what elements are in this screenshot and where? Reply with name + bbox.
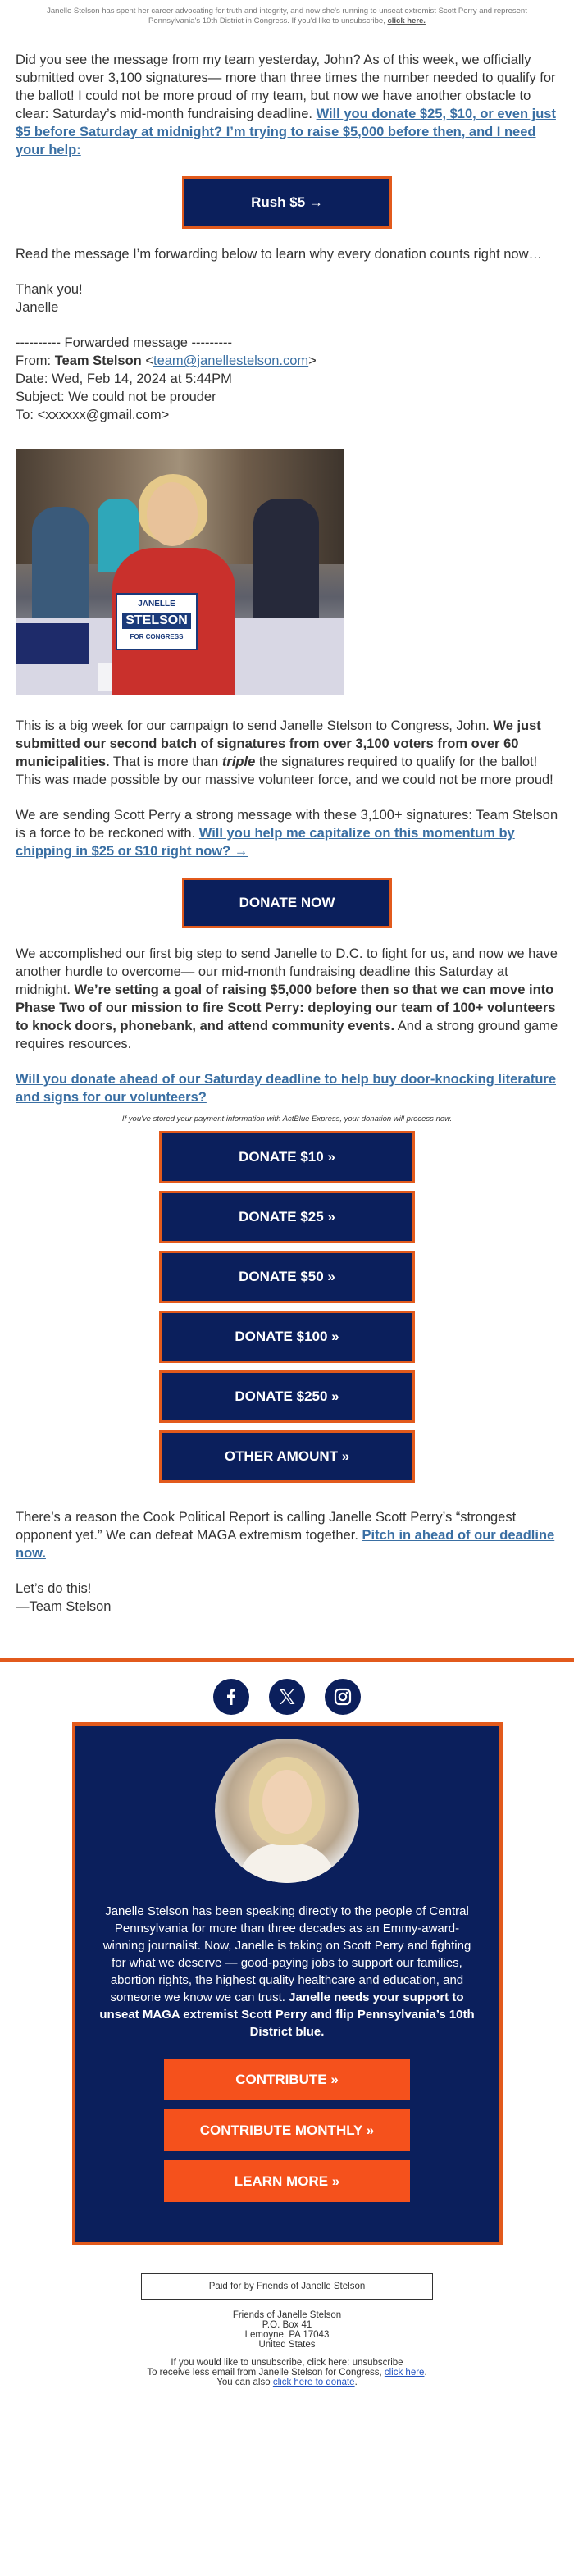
photo-person-right [253, 499, 319, 622]
mailing-address [0, 2310, 574, 2350]
preheader [0, 0, 574, 33]
bio-text-a: Janelle Stelson has been speaking directly to the people of Central Pennsylvania for more than three decades as an Emmy-award-winning journalist. Now, Janelle is taking on Scott Perry and fighting for what we deserve — good-paying jobs to support our families, abortion rights, the highest quality healthcare and education, and someone we know we can trust. [102, 1904, 472, 2004]
preheader-unsubscribe-link[interactable]: click here. [387, 16, 426, 25]
body-p3-a: We accomplished our first big step to send Janelle to D.C. to fight for us, and now we have another hurdle to overcome— our mid-month fundraising deadline this Saturday at midnight. [16, 946, 558, 997]
address-line-2: P.O. Box 41 [262, 2320, 312, 2330]
thanks-text: Thank you! [16, 282, 83, 297]
unsubscribe-block [0, 2358, 574, 2387]
photo-person-left [32, 507, 89, 622]
body-p1-a: This is a big week for our campaign to send Janelle Stelson to Congress, John. [16, 718, 490, 733]
email-body [0, 33, 574, 1616]
facebook-icon[interactable] [213, 1679, 249, 1715]
body-p1-triple: triple [221, 755, 256, 769]
closing-text: There’s a reason the Cook Political Report is calling Janelle Scott Perry’s “strongest opponent yet.” We can defeat MAGA extremism together. [16, 1510, 517, 1543]
body-p3-c: And a strong ground game requires resources. [16, 1019, 558, 1051]
capitalize-momentum-link[interactable]: Will you help me capitalize on this momentum by chipping in $25 or $10 right now? → [16, 826, 515, 859]
signoff-name: Janelle [16, 300, 59, 315]
forwarded-header [16, 334, 558, 424]
body-p2-text: We are sending Scott Perry a strong message with these 3,100+ signatures: Team Stelson is a force to be reckoned with. [16, 808, 558, 841]
closing-paragraph [16, 1508, 558, 1562]
from-email-link[interactable]: team@janellestelson.com [153, 353, 309, 368]
less-email-line: To receive less email from Janelle Stelson for Congress, click here. [147, 2368, 427, 2378]
closing-section [16, 1508, 558, 1616]
intro-text: Did you see the message from my team yesterday, John? As of this week, we officially submitted over 3,100 signatures— more than three times the number needed to qualify for the ballot! I could not be more proud of my team, but now we have another obstacle to clear: Saturday’s mid-month fundraising deadline. [16, 52, 556, 121]
address-line-1: Friends of Janelle Stelson [232, 2310, 342, 2320]
forwarded-date: Date: Wed, Feb 14, 2024 at 5:44PM [16, 372, 232, 386]
address-line-3: Lemoyne, PA 17043 [244, 2330, 330, 2340]
social-links [0, 1662, 574, 1722]
intro-paragraph [16, 51, 558, 159]
donate-10-button[interactable]: DONATE $10 » [159, 1131, 415, 1183]
body-paragraph-4 [16, 1070, 558, 1106]
rush-button-wrap [16, 176, 558, 229]
photo-laptop [16, 623, 89, 664]
signature-block [16, 280, 558, 317]
donate-other-amount-button[interactable]: OTHER AMOUNT » [159, 1430, 415, 1483]
less-email-link[interactable]: click here [384, 2368, 425, 2378]
avatar-face [262, 1770, 312, 1834]
body-p1-bold: We just submitted our second batch of signatures from over 3,100 voters from over 60 municipalities. [16, 718, 541, 769]
x-icon[interactable] [269, 1679, 305, 1715]
footer-donate-link[interactable]: click here to donate [272, 2378, 355, 2387]
donate-now-wrap [16, 878, 558, 928]
intro-donate-link[interactable]: Will you donate $25, $10, or even just $5 before Saturday at midnight? I’m trying to raise $5,000 before then, and I need your help: [16, 107, 556, 157]
avatar-body [238, 1844, 336, 1883]
contribute-monthly-button[interactable]: CONTRIBUTE MONTHLY » [164, 2109, 410, 2151]
donate-50-button[interactable]: DONATE $50 » [159, 1251, 415, 1303]
photo-candidate-face [147, 482, 198, 546]
unsubscribe-line: If you would like to unsubscribe, click here: unsubscribe [171, 2358, 403, 2368]
learn-more-button[interactable]: LEARN MORE » [164, 2160, 410, 2202]
from-name: Team Stelson [54, 353, 142, 368]
bio-text-bold: Janelle needs your support to unseat MAGA extremist Scott Perry and flip Pennsylvania’s 10th District blue. [99, 1990, 475, 2039]
rush-5-button[interactable]: Rush $5 → [182, 176, 392, 229]
less-email-text: To receive less email from Janelle Stelson for Congress, [147, 2368, 382, 2378]
sign-name-text: STELSON [122, 613, 191, 629]
closing-line-2: —Team Stelson [16, 1599, 112, 1614]
donate-250-button[interactable]: DONATE $250 » [159, 1370, 415, 1423]
preheader-text: Janelle Stelson has spent her career advocating for truth and integrity, and now she's running to unseat extremist Scott Perry and represent Pennsylvania's 10th District in Congress. If you'd like to unsubscribe, [47, 7, 527, 25]
contribute-button[interactable]: CONTRIBUTE » [164, 2059, 410, 2100]
instagram-icon[interactable] [325, 1679, 361, 1715]
from-label: From: [16, 353, 52, 368]
closing-signoff [16, 1580, 558, 1616]
donate-100-button[interactable]: DONATE $100 » [159, 1311, 415, 1363]
forwarded-subject: Subject: We could not be prouder [16, 390, 216, 404]
forwarded-divider: ---------- Forwarded message --------- [16, 335, 232, 350]
body-paragraph-2 [16, 806, 558, 860]
forwarded-to: To: <xxxxxx@gmail.com> [16, 408, 170, 422]
body-p1-c: That is more than [112, 755, 219, 769]
body-p3-bold: We’re setting a goal of raising $5,000 before then so that we can move into Phase Two of our mission to fire Scott Perry: deploying our team of 100+ volunteers to knock doors, phonebank, and attend community events. [16, 983, 556, 1033]
photo-campaign-sign [116, 593, 198, 650]
sign-bottom-text: FOR CONGRESS [130, 633, 184, 641]
body-paragraph-1 [16, 717, 558, 789]
door-knocking-link[interactable]: Will you donate ahead of our Saturday deadline to help buy door-knocking literature and signs for our volunteers? [16, 1072, 557, 1105]
pitch-in-link[interactable]: Pitch in ahead of our deadline now. [16, 1528, 555, 1561]
donate-25-button[interactable]: DONATE $25 » [159, 1191, 415, 1243]
intro-paragraph-2: Read the message I’m forwarding below to learn why every donation counts right now… [16, 247, 543, 262]
sign-top-text: JANELLE [138, 600, 175, 609]
donate-button-list [16, 1131, 558, 1490]
campaign-photo [16, 449, 344, 695]
actblue-note: If you've stored your payment information with ActBlue Express, your donation will process now. [121, 1115, 453, 1124]
closing-line-1: Let’s do this! [16, 1581, 92, 1596]
address-line-4: United States [258, 2340, 316, 2350]
paid-for-box: Paid for by Friends of Janelle Stelson [141, 2273, 433, 2300]
donate-line-text: You can also [216, 2378, 271, 2387]
candidate-avatar [215, 1739, 359, 1883]
body-paragraph-3 [16, 945, 558, 1053]
donate-now-button[interactable]: DONATE NOW [182, 878, 392, 928]
bio-box [72, 1722, 503, 2245]
body-p1-e: the signatures required to qualify for the ballot! This was made possible by our massive volunteer force, and we could not be more proud! [16, 755, 554, 787]
bio-text [98, 1903, 477, 2040]
donate-line: You can also click here to donate. [216, 2378, 358, 2387]
forwarded-from: From: Team Stelson <team@janellestelson.com> [16, 353, 317, 368]
footer [0, 2245, 574, 2387]
